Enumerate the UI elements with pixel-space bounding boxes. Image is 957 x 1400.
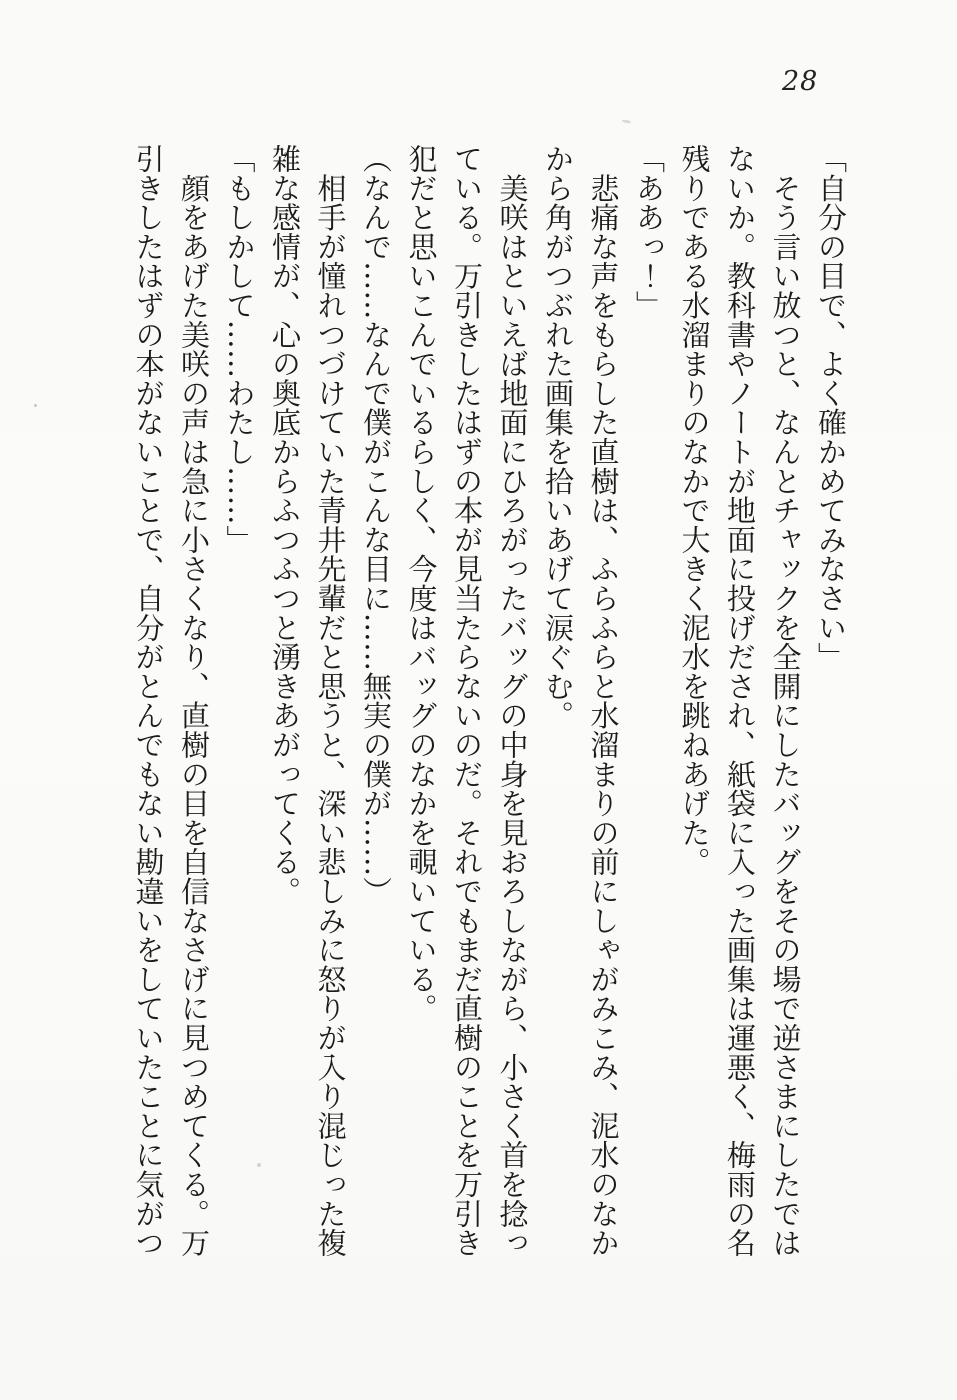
text-column-5: 「ああっ！」 [632, 144, 666, 320]
text-column-4: 残りである水溜まりのなかで大きく泥水を跳ねあげた。 [677, 144, 712, 877]
text-column-12: 相手が憧れつづけていた青井先輩だと思うと、深い悲しみに怒りが入り混じった複 [313, 144, 348, 1258]
scan-artifact [622, 119, 631, 124]
page-number: 28 [782, 66, 819, 97]
text-column-14: 「もしかして……わたし……」 [222, 144, 257, 555]
text-column-10: 犯だと思いこんでいるらしく、今度はバッグのなかを覗いている。 [404, 144, 439, 1023]
text-column-11: （なんで……なんで僕がこんな目に……無実の僕が……） [359, 144, 393, 906]
scan-artifact [34, 404, 37, 407]
text-column-2: そう言い放つと、なんとチャックを全開にしたバッグをその場で逆さまにしたでは [768, 144, 803, 1258]
text-column-7: から角がつぶれた画集を拾いあげて涙ぐむ。 [541, 144, 575, 730]
text-column-3: ないか。教科書やノートが地面に投げだされ、紙袋に入った画集は運悪く、梅雨の名 [723, 144, 757, 1258]
text-column-1: 「自分の目で、よく確かめてみなさい」 [814, 144, 848, 672]
text-column-15: 顔をあげた美咲の声は急に小さくなり、直樹の目を自信なさげに見つめてくる。万 [177, 144, 211, 1258]
body-text [125, 144, 853, 1274]
text-column-6: 悲痛な声をもらした直樹は、ふらふらと水溜まりの前にしゃがみこみ、泥水のなか [586, 144, 621, 1258]
text-column-16: 引きしたはずの本がないことで、自分がとんでもない勘違いをしていたことに気がつ [131, 144, 166, 1258]
text-column-8: 美咲はといえば地面にひろがったバッグの中身を見おろしながら、小さく首を捻っ [495, 144, 530, 1258]
text-column-9: ている。万引きしたはずの本が見当たらないのだ。それでもまだ直樹のことを万引き [450, 144, 484, 1258]
text-column-13: 雑な感情が、心の奥底からふつふつと湧きあがってくる。 [268, 144, 302, 906]
